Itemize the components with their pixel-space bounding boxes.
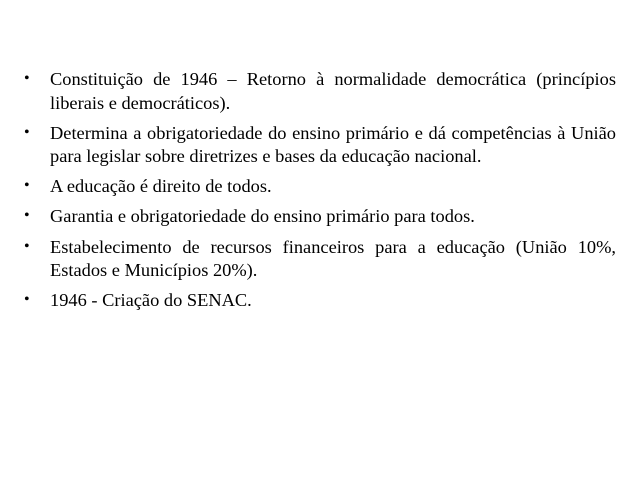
bullet-text: 1946 - Criação do SENAC. [50,290,252,311]
bullet-text: Constituição de 1946 – Retorno à normalidade democrática (princípios liberais e democráticos). [50,69,616,113]
bullet-icon: • [24,237,30,255]
bullet-text: Estabelecimento de recursos financeiros para a educação (União 10%, Estados e Municípios 20%). [50,236,616,281]
bullet-text: A educação é direito de todos. [50,176,272,197]
bullet-item-senac [24,289,616,313]
bullet-icon: • [24,177,30,195]
bullet-text: Garantia e obrigatoriedade do ensino primário para todos. [50,206,475,227]
bullet-icon: • [24,207,30,225]
bullet-text: Determina a obrigatoriedade do ensino primário e dá competências à União para legislar sobre diretrizes e bases da educação nacional. [50,122,616,167]
bullet-item-constituicao-1946 [24,68,616,115]
bullet-icon: • [24,70,30,87]
bullet-item-recursos-financeiros [24,236,616,283]
bullet-item-garantia [24,205,616,229]
bullet-list [24,68,616,313]
bullet-item-obrigatoriedade [24,122,616,169]
bullet-item-direito-de-todos [24,175,616,199]
bullet-icon: • [24,291,30,309]
bullet-icon: • [24,123,30,141]
